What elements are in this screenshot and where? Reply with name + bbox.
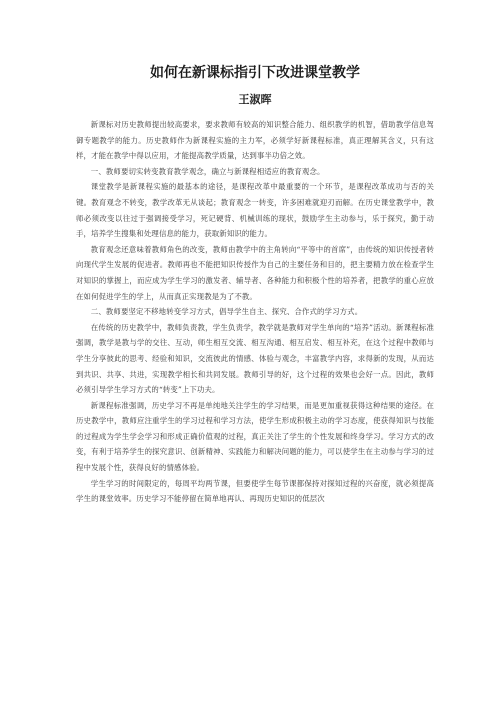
- body-paragraph: 新课程标准强调，历史学习不再是单纯地关注学生的学习结果，而是更加重视获得这种结果的途径。在历史教学中，教师应注重学生的学习过程和学习方法，使学生形成积极主动的学习态度，使获得知识与技能的过程成为学生学会学习和形成正确价值观的过程，真正关注了学生的个性发展和终身学习。学习方式的改变，有利于培养学生的探究意识、创新精神、实践能力和解决问题的能力，可以使学生在主动参与学习的过程中发展个性，获得良好的情感体验。: [76, 400, 434, 473]
- body-paragraph: 学生学习的时间限定的，每周平均两节课，但要使学生每节课都保持对探知过程的兴奋度，就必须提高学生的课堂效率。历史学习不能停留在简单地再认、再现历史知识的低层次: [76, 478, 434, 504]
- body-paragraph: 教育观念还意味着教师角色的改变，教师由教学中的主角转向“平等中的首席”，由传统的知识传授者转向现代学生发展的促进者。教师再也不能把知识传授作为自己的主要任务和目的，把主要精力放在检查学生对知识的掌握上，而应成为学生学习的激发者、辅导者、各种能力和积极个性的培养者，把教学的重心应放在如何促进学生的学上，从而真正实现教是为了不教。: [76, 244, 434, 301]
- body-paragraph: 课堂教学是新课程实施的最基本的途径，是课程改革中最重要的一个环节，是课程改革成功与否的关键。教育观念不转变，教学改革无从谈起；教育观念一转变，许多困难就迎刃而解。在历史课堂教学中，教师必须改变以往过于强调接受学习，死记硬背、机械训练的现状，鼓励学生主动参与，乐于探究，勤于动手，培养学生搜集和处理信息的能力，获取新知识的能力。: [76, 182, 434, 239]
- document-title: 如何在新课标指引下改进课堂教学: [150, 65, 360, 81]
- section-heading-1: 一、教师要切实转变教育教学观念，确立与新课程相适应的教育观念。: [90, 166, 325, 176]
- body-paragraph: 在传统的历史教学中，教师负责教，学生负责学，教学就是教师对学生单向的“培养”活动。新课程标准强调，教学是教与学的交往、互动，师生相互交流、相互沟通、相互启发、相互补充，在这个过程中教师与学生分享彼此的思考、经验和知识，交流彼此的情感、体验与观念，丰富教学内容，求得新的发现，从而达到共识、共享、共进，实现教学相长和共同发展。教师引导的好，这个过程的效果也会好一点。因此，教师必须引导学生学习方式的“转变”上下功夫。: [76, 322, 434, 395]
- document-author: 王淑晖: [238, 93, 272, 106]
- intro-paragraph: 新课标对历史教师提出较高要求，要求教师有较高的知识整合能力、组织教学的机智，借助教学信息驾御专题教学的能力。历史教师作为新课程实施的主力军，必须学好新课程标准，真正理解其含义，只有这样，才能在教学中得以应用，才能提高教学质量，达到事半功倍之效。: [76, 120, 434, 161]
- section-heading-2: 二、教师要坚定不移地转变学习方式，倡导学生自主、探究、合作式的学习方式。: [90, 307, 363, 317]
